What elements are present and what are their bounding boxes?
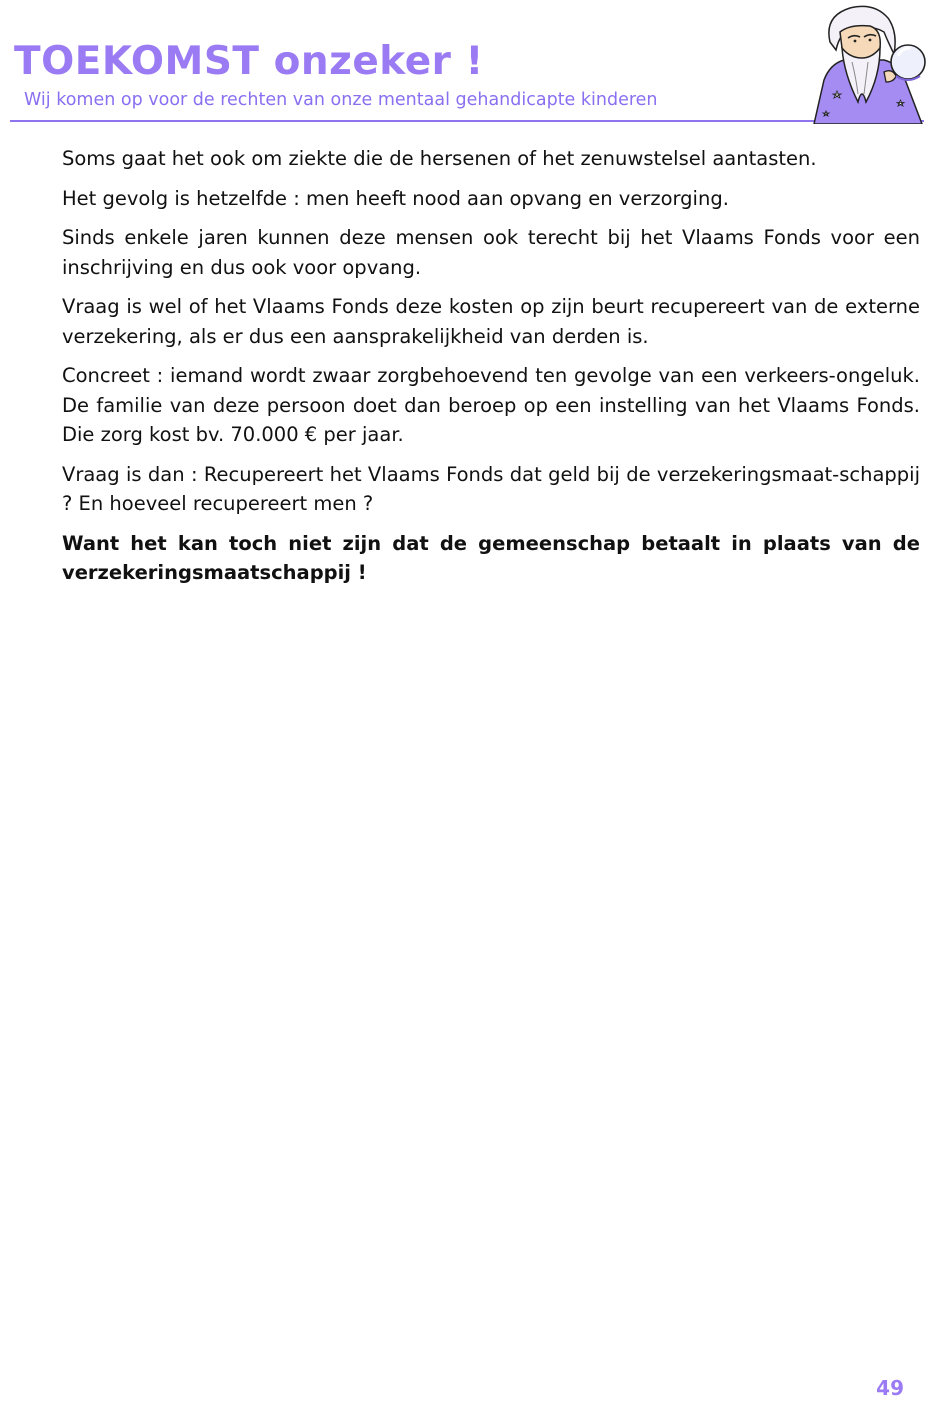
paragraph: Vraag is wel of het Vlaams Fonds deze kosten op zijn beurt recupereert van de externe verzekering, als er dus een aansprakelijkheid van derden is.: [62, 295, 920, 348]
paragraph: Concreet : iemand wordt zwaar zorgbehoevend ten gevolge van een verkeers-ongeluk. De familie van deze persoon doet dan beroep op een instelling van het Vlaams Fonds. Die zorg kost bv. 70.000 € per jaar.: [62, 364, 920, 446]
paragraph: Sinds enkele jaren kunnen deze mensen ook terecht bij het Vlaams Fonds voor een inschrijving en dus ook voor opvang.: [62, 226, 920, 279]
page-title: TOEKOMST onzeker !: [14, 39, 484, 84]
paragraph: Soms gaat het ook om ziekte die de hersenen of het zenuwstelsel aantasten.: [62, 147, 817, 170]
conclusion-paragraph: Want het kan toch niet zijn dat de gemeenschap betaalt in plaats van de verzekeringsmaatschappij !: [62, 531, 920, 584]
page-header: [0, 0, 930, 124]
wizard-illustration: [800, 2, 928, 124]
paragraph: Het gevolg is hetzelfde : men heeft nood aan opvang en verzorging.: [62, 186, 729, 210]
paragraph: Vraag is dan : Recupereert het Vlaams Fonds dat geld bij de verzekeringsmaat-schappij ? En hoeveel recupereert men ?: [62, 462, 920, 515]
page-subtitle: Wij komen op voor de rechten van onze mentaal gehandicapte kinderen: [24, 90, 658, 110]
header-divider: [10, 120, 924, 122]
article-body: [62, 144, 920, 598]
page-number: 49: [876, 1376, 904, 1400]
